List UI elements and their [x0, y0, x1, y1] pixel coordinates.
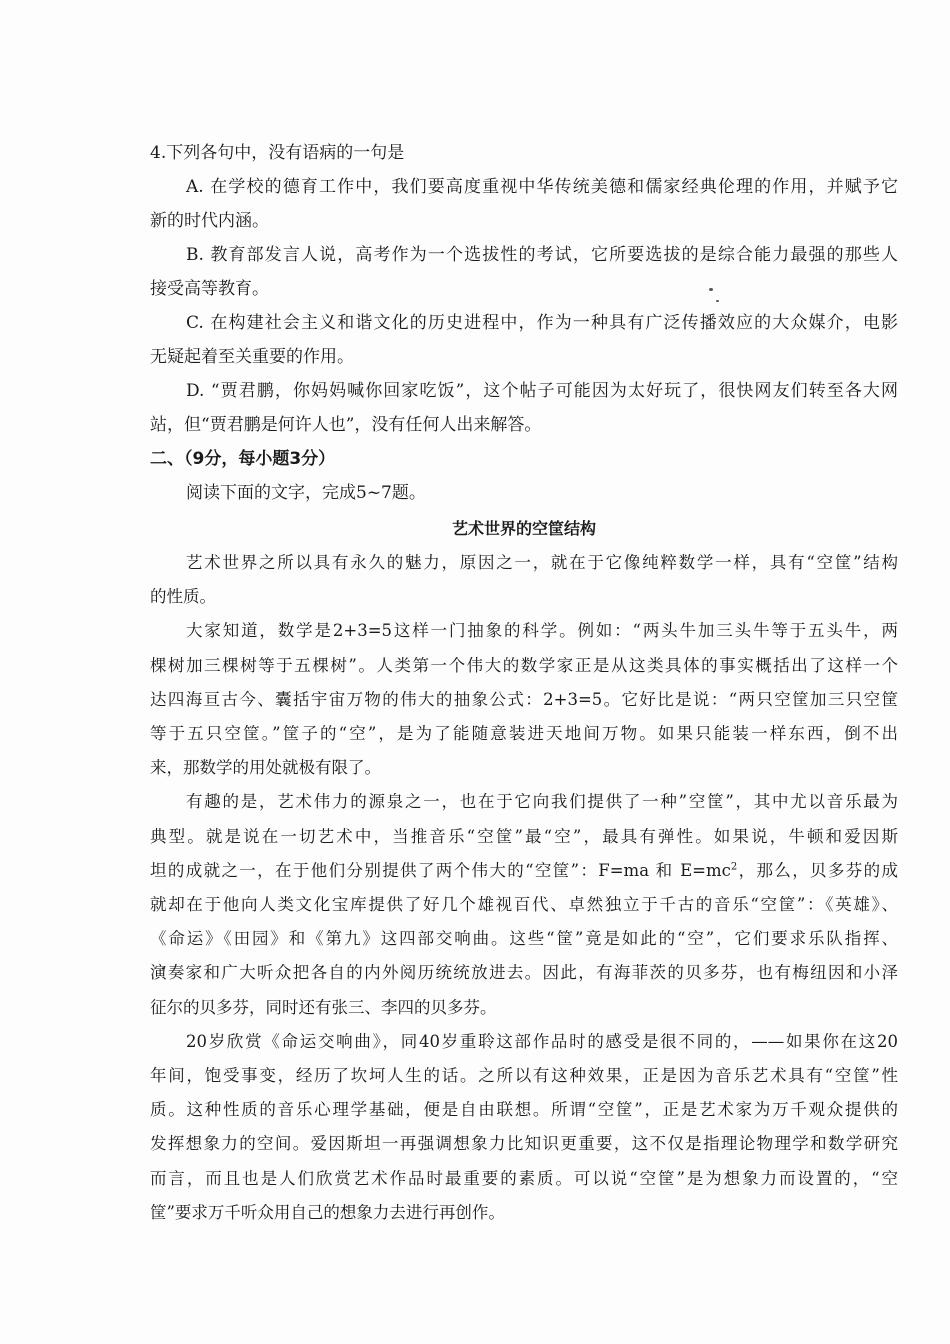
option-d-line-1: D. “贾君鹏，你妈妈喊你回家吃饭”，这个帖子可能因为太好玩了，很快网友们转至各大网 [186, 381, 898, 401]
paragraph-line: 《命运》《田园》和《第九》这四部交响曲。这些“筐”竟是如此的“空”，它们要求乐队指挥、 [150, 929, 898, 949]
paragraph-line-formula [150, 854, 898, 888]
option-d-line-2: 站，但“贾君鹏是何许人也”，没有任何人出来解答。 [150, 415, 542, 435]
paragraph-line: 发挥想象力的空间。爱因斯坦一再强调想象力比知识更重要，这不仅是指理论物理学和数学研究 [150, 1134, 898, 1154]
section-2-instruction: 阅读下面的文字，完成5~7题。 [186, 483, 426, 503]
option-a-line-1: A. 在学校的德育工作中，我们要高度重视中华传统美德和儒家经典伦理的作用，并赋予它 [186, 177, 898, 197]
page-content [150, 136, 898, 1230]
passage-paragraph-2 [150, 614, 898, 785]
option-c-line-2: 无疑起着至关重要的作用。 [150, 347, 354, 367]
paragraph-line: 典型。就是说在一切艺术中，当推音乐“空筐”最“空”，最具有弹性。如果说，牛顿和爱因斯 [150, 826, 898, 846]
passage-paragraph-4 [150, 1025, 898, 1230]
paragraph-line: 来，那数学的用处就极有限了。 [150, 758, 381, 778]
formula-text: 坦的成就之一，在于他们分别提供了两个伟大的“空筐”：F=ma 和 E=mc [150, 860, 731, 880]
paragraph-line: 质。这种性质的音乐心理学基础，便是自由联想。所谓“空筐”，正是艺术家为万千观众提供的 [150, 1100, 898, 1120]
section-2-heading: 二、（9分，每小题3分） [150, 449, 336, 469]
paragraph-line: 艺术世界之所以具有永久的魅力，原因之一，就在于它像纯粹数学一样，具有“空筐”结构 [186, 553, 898, 572]
paragraph-line: 演奏家和广大听众把各自的内外阅历统统放进去。因此，有海菲茨的贝多芬，也有梅纽因和小泽 [150, 963, 898, 983]
option-b-line-2: 接受高等教育。 [150, 279, 269, 299]
paragraph-line: 20岁欣赏《命运交响曲》，同40岁重聆这部作品时的感受是很不同的，——如果你在这20 [186, 1031, 898, 1051]
paragraph-line: 年间，饱受事变，经历了坎坷人生的话。之所以有这种效果，正是因为音乐艺术具有“空筐”性 [150, 1066, 898, 1086]
option-b-line-1: B. 教育部发言人说，高考作为一个选拔性的考试，它所要选拔的是综合能力最强的那些人 [186, 245, 898, 265]
paragraph-line: 达四海亘古今、囊括宇宙万物的伟大的抽象公式：2+3=5。它好比是说：“两只空筐加三只空筐 [150, 689, 898, 709]
exponent: 2 [730, 861, 738, 873]
passage-paragraph-1 [150, 546, 898, 614]
paragraph-line: 而言，而且也是人们欣赏艺术作品时最重要的素质。可以说“空筐”是为想象力而设置的，“空 [150, 1168, 898, 1188]
passage-paragraph-3 [150, 785, 898, 1024]
paragraph-line: 有趣的是，艺术伟力的源泉之一，也在于它向我们提供了一种”空筐”，其中尤以音乐最为 [186, 792, 898, 812]
paragraph-line: 征尔的贝多芬，同时还有张三、李四的贝多芬。 [150, 997, 497, 1017]
passage-title: 艺术世界的空筐结构 [451, 519, 596, 538]
question-4 [150, 136, 898, 442]
formula-text-tail: ，那么，贝多芬的成 [737, 860, 899, 880]
paragraph-line: 等于五只空筐。”筐子的“空”，是为了能随意装进天地间万物。如果只能装一样东西，倒不出 [150, 724, 898, 744]
paragraph-line: 大家知道，数学是2+3=5这样一门抽象的科学。例如：“两头牛加三头牛等于五头牛，两 [186, 621, 898, 641]
question-4-stem: 4.下列各句中，没有语病的一句是 [150, 143, 405, 163]
paragraph-line: 就却在于他向人类文化宝库提供了好几个雄视百代、卓然独立于千古的音乐“空筐”：《英雄》、 [150, 895, 898, 915]
option-c-line-1: C. 在构建社会主义和谐文化的历史进程中，作为一种具有广泛传播效应的大众媒介，电影 [186, 313, 898, 333]
paragraph-line: 棵树加三棵树等于五棵树”。人类第一个伟大的数学家正是从这类具体的事实概括出了这样一个 [150, 655, 898, 675]
option-a-line-2: 新的时代内涵。 [150, 211, 269, 231]
paragraph-line: 筐”要求万千听众用自己的想象力去进行再创作。 [150, 1202, 505, 1222]
paragraph-line: 的性质。 [150, 587, 216, 607]
reading-passage [150, 512, 898, 1230]
section-2 [150, 442, 898, 510]
